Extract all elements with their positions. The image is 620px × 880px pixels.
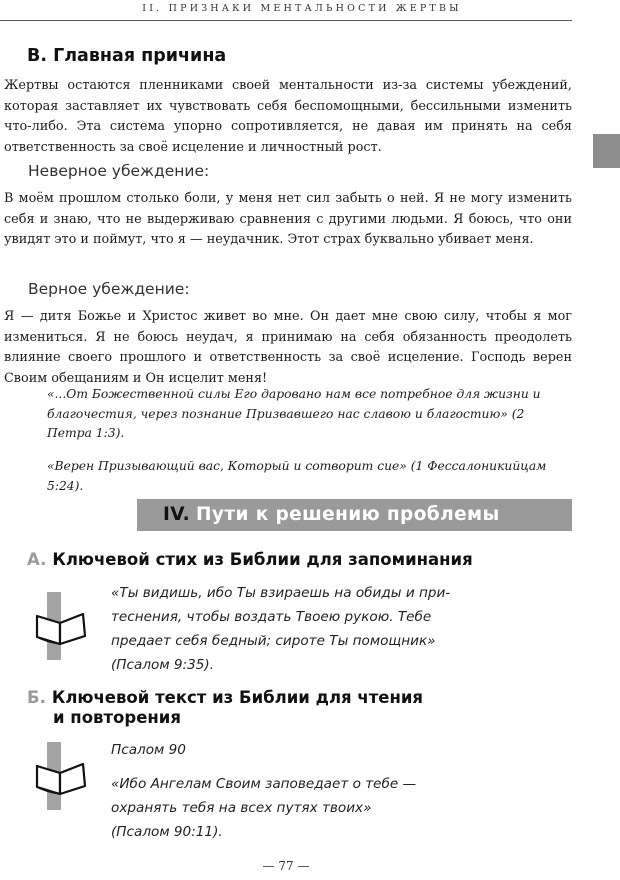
open-book-icon [33, 742, 89, 812]
part-iv-number: IV. [163, 504, 191, 525]
key-verse-a [111, 581, 491, 677]
scripture-quote: «Верен Призывающий вас, Который и сотворит сие» (1 Фессалоникийцам 5:24). [47, 459, 547, 493]
key-verse-b [111, 772, 491, 844]
subsection-b-title-line2: и повторения [53, 708, 181, 727]
scripture-quote: «...От Божественной силы Его даровано нам все потребное для жизни и благочестия, через познание Призвавшего нас славою и благостию» (2 Петра 1:3). [47, 387, 541, 441]
reading-reference: Псалом 90 [111, 742, 186, 758]
section-b-heading: B. Главная причина [27, 46, 227, 66]
subsection-a-title: Ключевой стих из Библии для запоминания [52, 550, 473, 569]
verse-line: охранять тебя на всех путях твоих» [111, 800, 372, 816]
chapter-side-tab [593, 134, 620, 168]
subsection-a-heading [27, 550, 473, 570]
running-header: II. ПРИЗНАКИ МЕНТАЛЬНОСТИ ЖЕРТВЫ [142, 3, 462, 14]
verse-line: «Ты видишь, ибо Ты взираешь на обиды и при- [111, 585, 451, 601]
subsection-b-heading [27, 688, 423, 728]
verse-reference: (Псалом 90:11). [111, 824, 223, 840]
section-b-paragraph: Жертвы остаются пленниками своей ментальности из-за системы убеждений, которая заставляет их чувствовать себя беспомощными, бессильными изменить что-либо. Эта система упорно сопротивляется, не давая им принять на себя ответственность за своё исцеление и личностный рост. [4, 78, 572, 156]
wrong-belief-label: Неверное убеждение: [28, 162, 210, 180]
subsection-b-title-line1: Ключевой текст из Библии для чтения [51, 688, 424, 707]
wrong-belief-text: В моём прошлом столько боли, у меня нет сил забыть о ней. Я не могу изменить себя и знаю, что не выдерживаю сравнения с другими людьми. Я боюсь, что они увидят это и поймут, что я — неудачник. Этот страх буквально убивает меня. [4, 191, 572, 248]
subsection-a-letter: A. [27, 550, 47, 569]
page-number: — 77 — [262, 859, 310, 873]
verse-line: «Ибо Ангелам Своим заповедает о тебе — [111, 776, 417, 792]
header-rule [0, 20, 572, 21]
verse-line: теснения, чтобы воздать Твоею рукою. Тебе [111, 609, 432, 625]
subsection-b-letter: Б. [27, 688, 46, 707]
right-belief-text: Я — дитя Божье и Христос живет во мне. Он дает мне свою силу, чтобы я мог измениться. Я не боюсь неудач, я принимаю на себя обязанность преодолеть влияние своего прошлого и ответственность за своё исцеление. Господь верен Своим обещаниям и Он исцелит меня! [4, 309, 572, 387]
open-book-icon [33, 592, 89, 662]
verse-reference: (Псалом 9:35). [111, 657, 215, 673]
verse-line: предает себя бедный; сироте Ты помощник» [111, 633, 436, 649]
part-iv-title: Пути к решению проблемы [196, 504, 500, 525]
part-iv-banner [137, 499, 572, 531]
right-belief-label: Верное убеждение: [28, 280, 190, 298]
